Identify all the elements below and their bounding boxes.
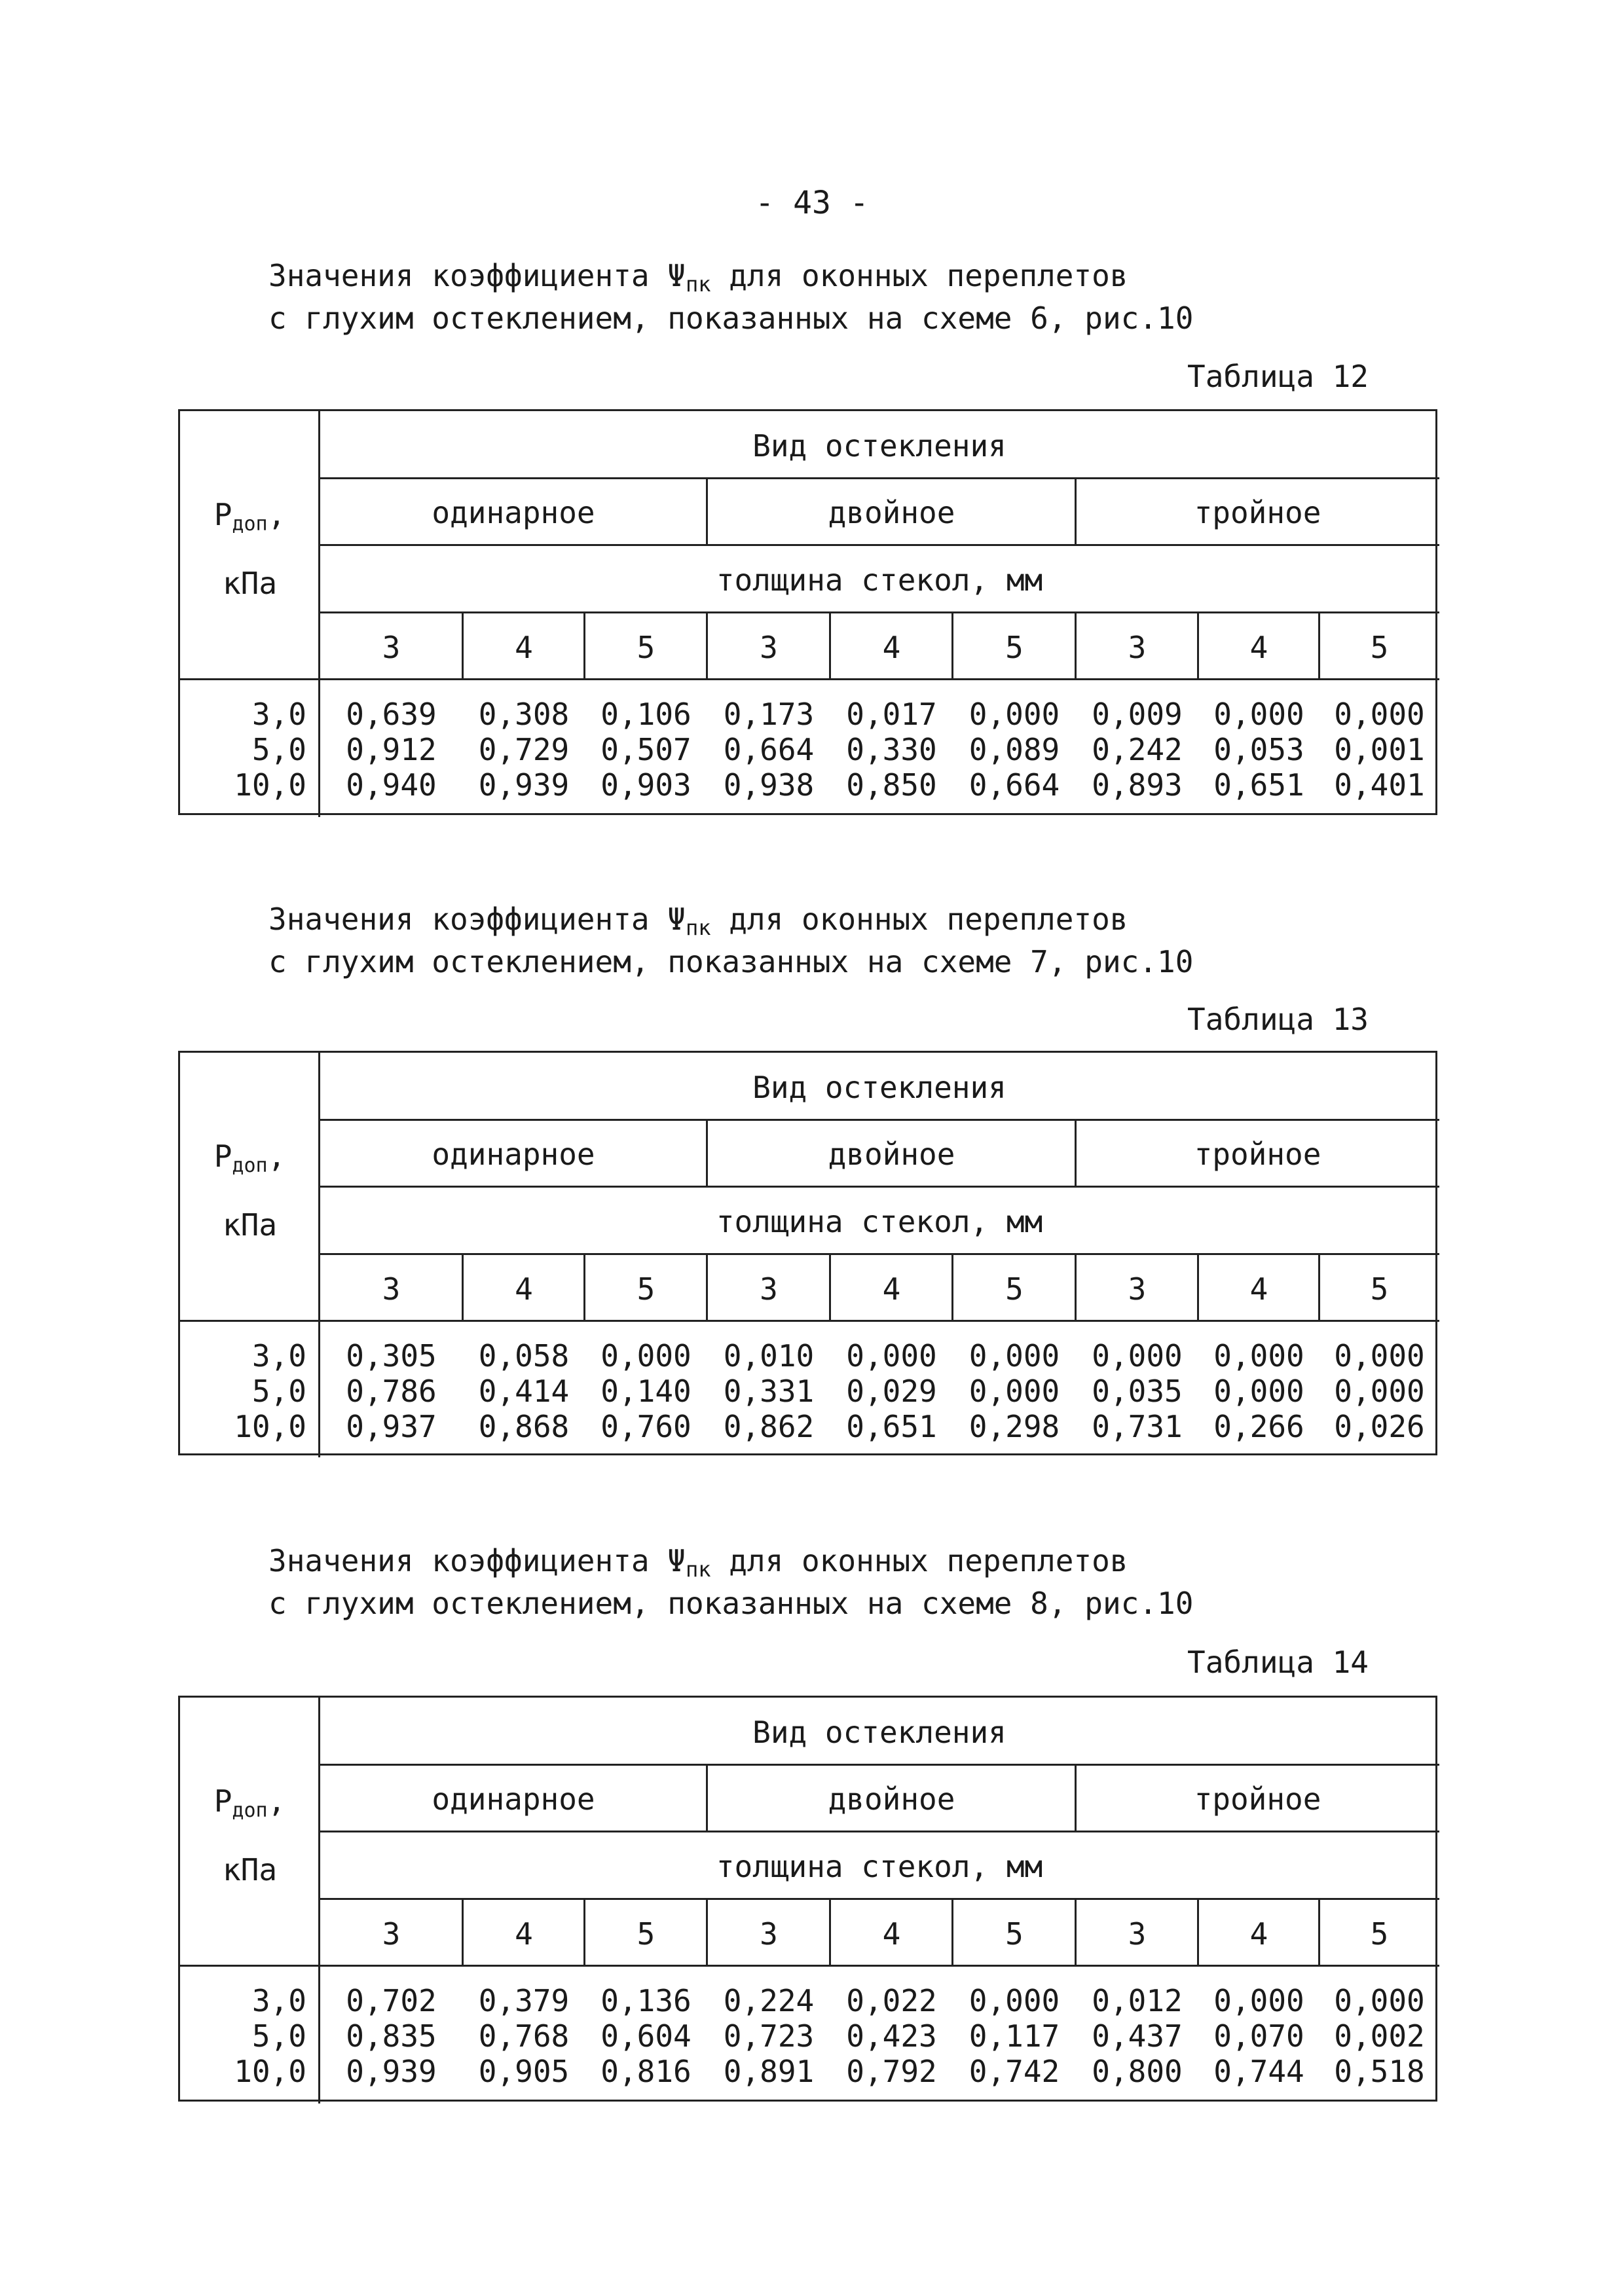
table-cell-value: 0,937 — [346, 1409, 437, 1444]
table-cell-value: 0,702 — [346, 1983, 437, 2018]
coefficient-table-13 — [178, 1051, 1437, 1455]
table-cell-value: 0,768 — [478, 2018, 570, 2054]
table-cell-value: 0,000 — [969, 1338, 1060, 1374]
table-cell-value: 0,022 — [846, 1983, 937, 2018]
divider — [320, 477, 1439, 479]
table-cell-value: 0,729 — [478, 732, 570, 767]
pressure-symbol: P — [213, 497, 232, 532]
table-cell-value: 0,070 — [1213, 2018, 1304, 2054]
row-pressure-value: 3,0 — [251, 1338, 306, 1374]
header-triple: тройное — [1194, 1137, 1321, 1172]
table-cell-value: 0,379 — [478, 1983, 570, 2018]
header-glazing-type: Вид остекления — [752, 428, 1006, 464]
table-cell-value: 0,939 — [478, 767, 570, 803]
divider — [320, 1764, 1439, 1766]
header-mm: 5 — [637, 1271, 655, 1307]
header-mm: 4 — [515, 630, 533, 665]
header-mm: 4 — [515, 1271, 533, 1307]
table-cell-value: 0,940 — [346, 767, 437, 803]
row-pressure-value: 3,0 — [251, 1983, 306, 2018]
header-mm: 3 — [1128, 630, 1147, 665]
table-cell-value: 0,437 — [1092, 2018, 1183, 2054]
table-cell-value: 0,414 — [478, 1374, 570, 1409]
header-mm: 3 — [760, 1916, 778, 1952]
table-cell-value: 0,017 — [846, 697, 937, 732]
divider — [320, 611, 1439, 613]
header-mm: 3 — [760, 630, 778, 665]
table-cell-value: 0,012 — [1092, 1983, 1183, 2018]
header-mm: 4 — [1249, 630, 1268, 665]
table-cell-value: 0,664 — [969, 767, 1060, 803]
header-thickness: толщина стекол, мм — [716, 1204, 1043, 1239]
page-number: - 43 - — [755, 185, 869, 221]
table-cell-value: 0,117 — [969, 2018, 1060, 2054]
table-cell-value: 0,058 — [478, 1338, 570, 1374]
table-cell-value: 0,800 — [1092, 2054, 1183, 2089]
header-mm: 3 — [760, 1271, 778, 1307]
table-cell-value: 0,000 — [1213, 1983, 1304, 2018]
header-mm: 4 — [882, 1916, 901, 1952]
divider — [320, 1119, 1439, 1121]
table-cell-value: 0,224 — [723, 1983, 815, 2018]
coefficient-table-12 — [178, 409, 1437, 815]
header-triple: тройное — [1194, 495, 1321, 530]
header-mm: 3 — [382, 630, 401, 665]
table-cell-value: 0,010 — [723, 1338, 815, 1374]
header-mm: 4 — [882, 1271, 901, 1307]
table-cell-value: 0,938 — [723, 767, 815, 803]
table-label-12: Таблица 12 — [1187, 359, 1369, 394]
pressure-symbol: P — [213, 1139, 232, 1174]
table-cell-value: 0,639 — [346, 697, 437, 732]
table-cell-value: 0,140 — [600, 1374, 692, 1409]
row-pressure-value: 5,0 — [251, 2018, 306, 2054]
table-cell-value: 0,742 — [969, 2054, 1060, 2089]
table-cell-value: 0,000 — [1334, 1374, 1425, 1409]
header-mm: 3 — [1128, 1271, 1147, 1307]
header-double: двойное — [828, 1137, 955, 1172]
header-thickness: толщина стекол, мм — [716, 562, 1043, 598]
header-glazing-type: Вид остекления — [752, 1715, 1006, 1750]
row-pressure-value: 3,0 — [251, 697, 306, 732]
caption-table-14 — [268, 1544, 1447, 1620]
table-cell-value: 0,905 — [478, 2054, 570, 2089]
table-cell-value: 0,816 — [600, 2054, 692, 2089]
pressure-label — [180, 1141, 320, 1176]
table-cell-value: 0,868 — [478, 1409, 570, 1444]
table-cell-value: 0,604 — [600, 2018, 692, 2054]
row-pressure-value: 10,0 — [234, 767, 306, 803]
header-mm: 4 — [515, 1916, 533, 1952]
table-cell-value: 0,664 — [723, 732, 815, 767]
table-cell-value: 0,026 — [1334, 1409, 1425, 1444]
table-cell-value: 0,266 — [1213, 1409, 1304, 1444]
table-cell-value: 0,035 — [1092, 1374, 1183, 1409]
row-pressure-value: 10,0 — [234, 2054, 306, 2089]
table-cell-value: 0,330 — [846, 732, 937, 767]
table-cell-value: 0,651 — [1213, 767, 1304, 803]
divider — [320, 1898, 1439, 1900]
table-cell-value: 0,401 — [1334, 767, 1425, 803]
table-cell-value: 0,723 — [723, 2018, 815, 2054]
header-mm: 4 — [1249, 1271, 1268, 1307]
table-cell-value: 0,029 — [846, 1374, 937, 1409]
table-cell-value: 0,792 — [846, 2054, 937, 2089]
table-cell-value: 0,242 — [1092, 732, 1183, 767]
divider — [320, 544, 1439, 546]
header-double: двойное — [828, 1781, 955, 1817]
table-cell-value: 0,000 — [1213, 1374, 1304, 1409]
coefficient-table-14 — [178, 1696, 1437, 2102]
divider — [180, 1965, 1439, 1967]
table-cell-value: 0,835 — [346, 2018, 437, 2054]
table-cell-value: 0,000 — [600, 1338, 692, 1374]
table-cell-value: 0,000 — [1213, 697, 1304, 732]
header-single: одинарное — [432, 1137, 595, 1172]
caption-line-1: Значения коэффициента $\Psi_{пк}$ для оконных переплетов — [268, 1543, 1128, 1582]
header-triple: тройное — [1194, 1781, 1321, 1817]
table-cell-value: 0,423 — [846, 2018, 937, 2054]
table-cell-value: 0,002 — [1334, 2018, 1425, 2054]
table-cell-value: 0,786 — [346, 1374, 437, 1409]
caption-line-1: Значения коэффициента $\Psi_{пк}$ для оконных переплетов — [268, 902, 1128, 940]
divider — [320, 1253, 1439, 1255]
header-glazing-type: Вид остекления — [752, 1070, 1006, 1105]
divider — [180, 678, 1439, 680]
table-cell-value: 0,744 — [1213, 2054, 1304, 2089]
header-double: двойное — [828, 495, 955, 530]
caption-line-1: Значения коэффициента $\Psi_{пк}$ для оконных переплетов — [268, 258, 1128, 297]
table-cell-value: 0,000 — [1334, 697, 1425, 732]
table-cell-value: 0,939 — [346, 2054, 437, 2089]
table-cell-value: 0,000 — [1334, 1983, 1425, 2018]
header-thickness: толщина стекол, мм — [716, 1849, 1043, 1884]
table-cell-value: 0,009 — [1092, 697, 1183, 732]
divider — [320, 1831, 1439, 1832]
header-single: одинарное — [432, 1781, 595, 1817]
table-cell-value: 0,001 — [1334, 732, 1425, 767]
pressure-unit: кПа — [222, 1852, 278, 1887]
table-cell-value: 0,893 — [1092, 767, 1183, 803]
pressure-unit: кПа — [222, 566, 278, 601]
table-cell-value: 0,331 — [723, 1374, 815, 1409]
row-pressure-value: 5,0 — [251, 1374, 306, 1409]
table-cell-value: 0,000 — [969, 1983, 1060, 2018]
table-cell-value: 0,308 — [478, 697, 570, 732]
table-cell-value: 0,173 — [723, 697, 815, 732]
pressure-subscript: доп — [232, 513, 268, 536]
table-cell-value: 0,903 — [600, 767, 692, 803]
header-single: одинарное — [432, 495, 595, 530]
header-mm: 5 — [1370, 1271, 1389, 1307]
caption-table-12 — [268, 259, 1447, 335]
table-cell-value: 0,518 — [1334, 2054, 1425, 2089]
table-cell-value: 0,000 — [1092, 1338, 1183, 1374]
header-mm: 3 — [1128, 1916, 1147, 1952]
table-cell-value: 0,760 — [600, 1409, 692, 1444]
table-label-14: Таблица 14 — [1187, 1645, 1369, 1680]
table-cell-value: 0,000 — [1334, 1338, 1425, 1374]
divider — [180, 1320, 1439, 1322]
pressure-comma: , — [267, 1139, 286, 1174]
pressure-symbol: P — [213, 1783, 232, 1819]
table-cell-value: 0,507 — [600, 732, 692, 767]
header-mm: 5 — [1005, 1916, 1024, 1952]
divider — [320, 1186, 1439, 1188]
pressure-unit: кПа — [222, 1207, 278, 1243]
header-mm: 5 — [1370, 1916, 1389, 1952]
table-cell-value: 0,053 — [1213, 732, 1304, 767]
table-cell-value: 0,912 — [346, 732, 437, 767]
table-label-13: Таблица 13 — [1187, 1002, 1369, 1037]
pressure-comma: , — [267, 1783, 286, 1819]
pressure-subscript: доп — [232, 1154, 268, 1177]
pressure-comma: , — [267, 497, 286, 532]
pressure-label — [180, 1783, 320, 1822]
table-cell-value: 0,862 — [723, 1409, 815, 1444]
header-mm: 3 — [382, 1271, 401, 1307]
header-mm: 4 — [882, 630, 901, 665]
header-mm: 5 — [1370, 630, 1389, 665]
header-mm: 5 — [1005, 630, 1024, 665]
table-cell-value: 0,305 — [346, 1338, 437, 1374]
pressure-subscript: доп — [232, 1799, 268, 1822]
table-cell-value: 0,089 — [969, 732, 1060, 767]
header-mm: 5 — [637, 630, 655, 665]
row-pressure-value: 10,0 — [234, 1409, 306, 1444]
table-cell-value: 0,000 — [1213, 1338, 1304, 1374]
table-cell-value: 0,651 — [846, 1409, 937, 1444]
table-cell-value: 0,891 — [723, 2054, 815, 2089]
table-cell-value: 0,000 — [846, 1338, 937, 1374]
header-mm: 3 — [382, 1916, 401, 1952]
header-mm: 4 — [1249, 1916, 1268, 1952]
table-cell-value: 0,298 — [969, 1409, 1060, 1444]
pressure-label — [180, 497, 320, 536]
table-cell-value: 0,731 — [1092, 1409, 1183, 1444]
table-cell-value: 0,136 — [600, 1983, 692, 2018]
row-pressure-value: 5,0 — [251, 732, 306, 767]
caption-line-2: с глухим остеклением, показанных на схеме 8, рис.10 — [268, 1586, 1194, 1621]
header-mm: 5 — [1005, 1271, 1024, 1307]
caption-line-2: с глухим остеклением, показанных на схеме 7, рис.10 — [268, 944, 1194, 979]
table-cell-value: 0,850 — [846, 767, 937, 803]
table-cell-value: 0,106 — [600, 697, 692, 732]
table-cell-value: 0,000 — [969, 697, 1060, 732]
header-mm: 5 — [637, 1916, 655, 1952]
caption-table-13 — [268, 902, 1447, 979]
caption-line-2: с глухим остеклением, показанных на схеме 6, рис.10 — [268, 301, 1194, 336]
table-cell-value: 0,000 — [969, 1374, 1060, 1409]
